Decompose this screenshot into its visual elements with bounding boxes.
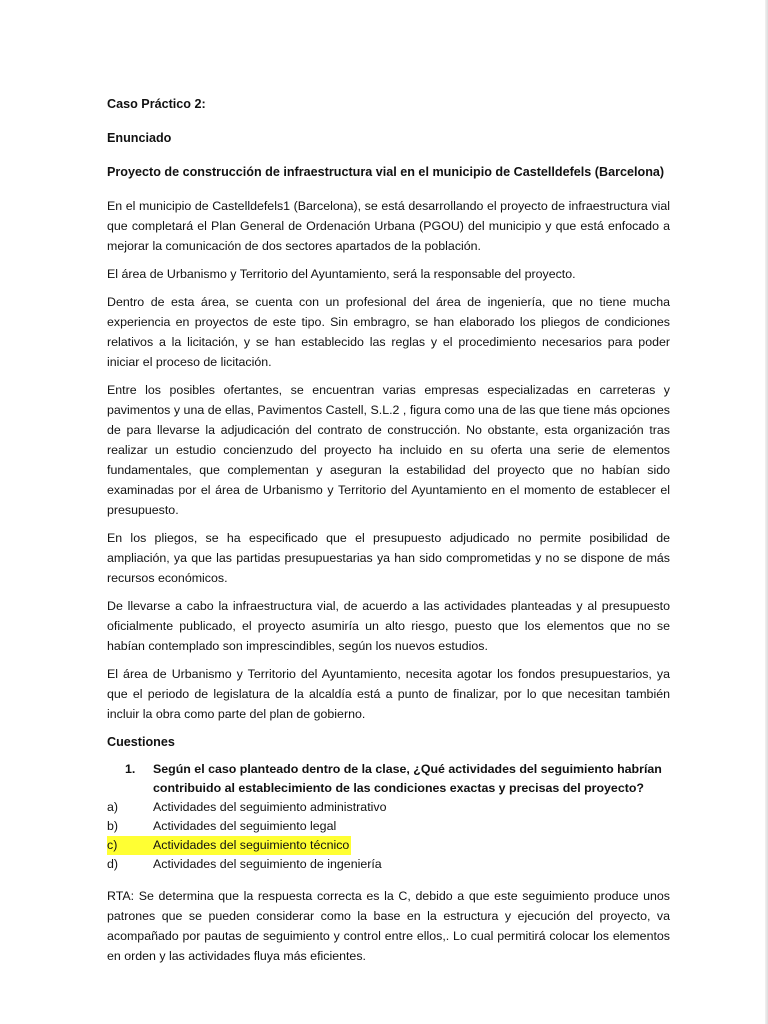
case-title: Caso Práctico 2: xyxy=(107,97,206,111)
answer-paragraph: RTA: Se determina que la respuesta correcta es la C, debido a que este seguimiento produce unos patrones que se pueden considerar como la base en la estructura y ejecución del proyecto, va acompañado por pautas de seguimiento y control entre ellos,. Lo cual permitirá colocar los elementos en orden y las actividades fluya más eficientes. xyxy=(107,889,670,963)
cuestiones-heading: Cuestiones xyxy=(107,735,175,749)
option-letter: c) xyxy=(107,836,153,855)
option-text: Actividades del seguimiento administrativo xyxy=(153,800,387,814)
project-heading: Proyecto de construcción de infraestructura vial en el municipio de Castelldefels (Barcelona) xyxy=(107,165,665,179)
paragraph-riesgo: De llevarse a cabo la infraestructura vial, de acuerdo a las actividades planteadas y al presupuesto oficialmente publicado, el proyecto asumiría un alto riesgo, puesto que los elementos que no se habían contemplado son imprescindibles, según los nuevos estudios. xyxy=(107,599,670,653)
question-text: Según el caso planteado dentro de la clase, ¿Qué actividades del seguimiento habrían contribuido al establecimiento de las condiciones exactas y precisas del proyecto? xyxy=(153,762,662,795)
paragraph-municipio: En el municipio de Castelldefels1 (Barcelona), se está desarrollando el proyecto de infraestructura vial que completará el Plan General de Ordenación Urbana (PGOU) del municipio y que está enfocado a mejorar la comunicación de dos sectores apartados de la población. xyxy=(107,199,670,253)
option-text: Actividades del seguimiento legal xyxy=(153,819,337,833)
question-number: 1. xyxy=(125,762,136,776)
option-d xyxy=(107,855,670,874)
option-text-highlighted: Actividades del seguimiento técnico xyxy=(153,836,351,855)
option-letter: d) xyxy=(107,857,119,871)
question-1 xyxy=(125,760,670,798)
options-list xyxy=(107,798,670,874)
paragraph-responsable: El área de Urbanismo y Territorio del Ayuntamiento, será la responsable del proyecto. xyxy=(107,267,576,281)
option-text: Actividades del seguimiento de ingeniería xyxy=(153,857,382,871)
option-letter: a) xyxy=(107,800,119,814)
option-c-highlighted xyxy=(107,836,670,855)
paragraph-ofertantes: Entre los posibles ofertantes, se encuentran varias empresas especializadas en carreteras y pavimentos y una de ellas, Pavimentos Castell, S.L.2 , figura como una de las que tiene más opciones de para llevarse la adjudicación del contrato de construcción. No obstante, esta organización tras realizar un estudio concienzudo del proyecto ha incluido en su oferta una serie de elementos fundamentales, que complementan y aseguran la estabilidad del proyecto que no habían sido examinadas por el área de Urbanismo y Territorio del Ayuntamiento en el momento de establecer el presupuesto. xyxy=(107,383,670,517)
paragraph-fondos: El área de Urbanismo y Territorio del Ayuntamiento, necesita agotar los fondos presupuestarios, ya que el periodo de legislatura de la alcaldía está a punto de finalizar, por lo que necesitan también incluir la obra como parte del plan de gobierno. xyxy=(107,667,670,721)
enunciado-heading: Enunciado xyxy=(107,131,172,145)
option-letter: b) xyxy=(107,819,119,833)
option-b xyxy=(107,817,670,836)
paragraph-ingenieria: Dentro de esta área, se cuenta con un profesional del área de ingeniería, que no tiene mucha experiencia en proyectos de este tipo. Sin embragro, se han elaborado los pliegos de condiciones relativos a la licitación, y se han establecido las reglas y el procedimiento necesarios para poder iniciar el proceso de licitación. xyxy=(107,295,670,369)
paragraph-pliegos: En los pliegos, se ha especificado que el presupuesto adjudicado no permite posibilidad de ampliación, ya que las partidas presupuestarias ya han sido comprometidas y no se dispone de más recursos económicos. xyxy=(107,531,670,585)
option-a xyxy=(107,798,670,817)
